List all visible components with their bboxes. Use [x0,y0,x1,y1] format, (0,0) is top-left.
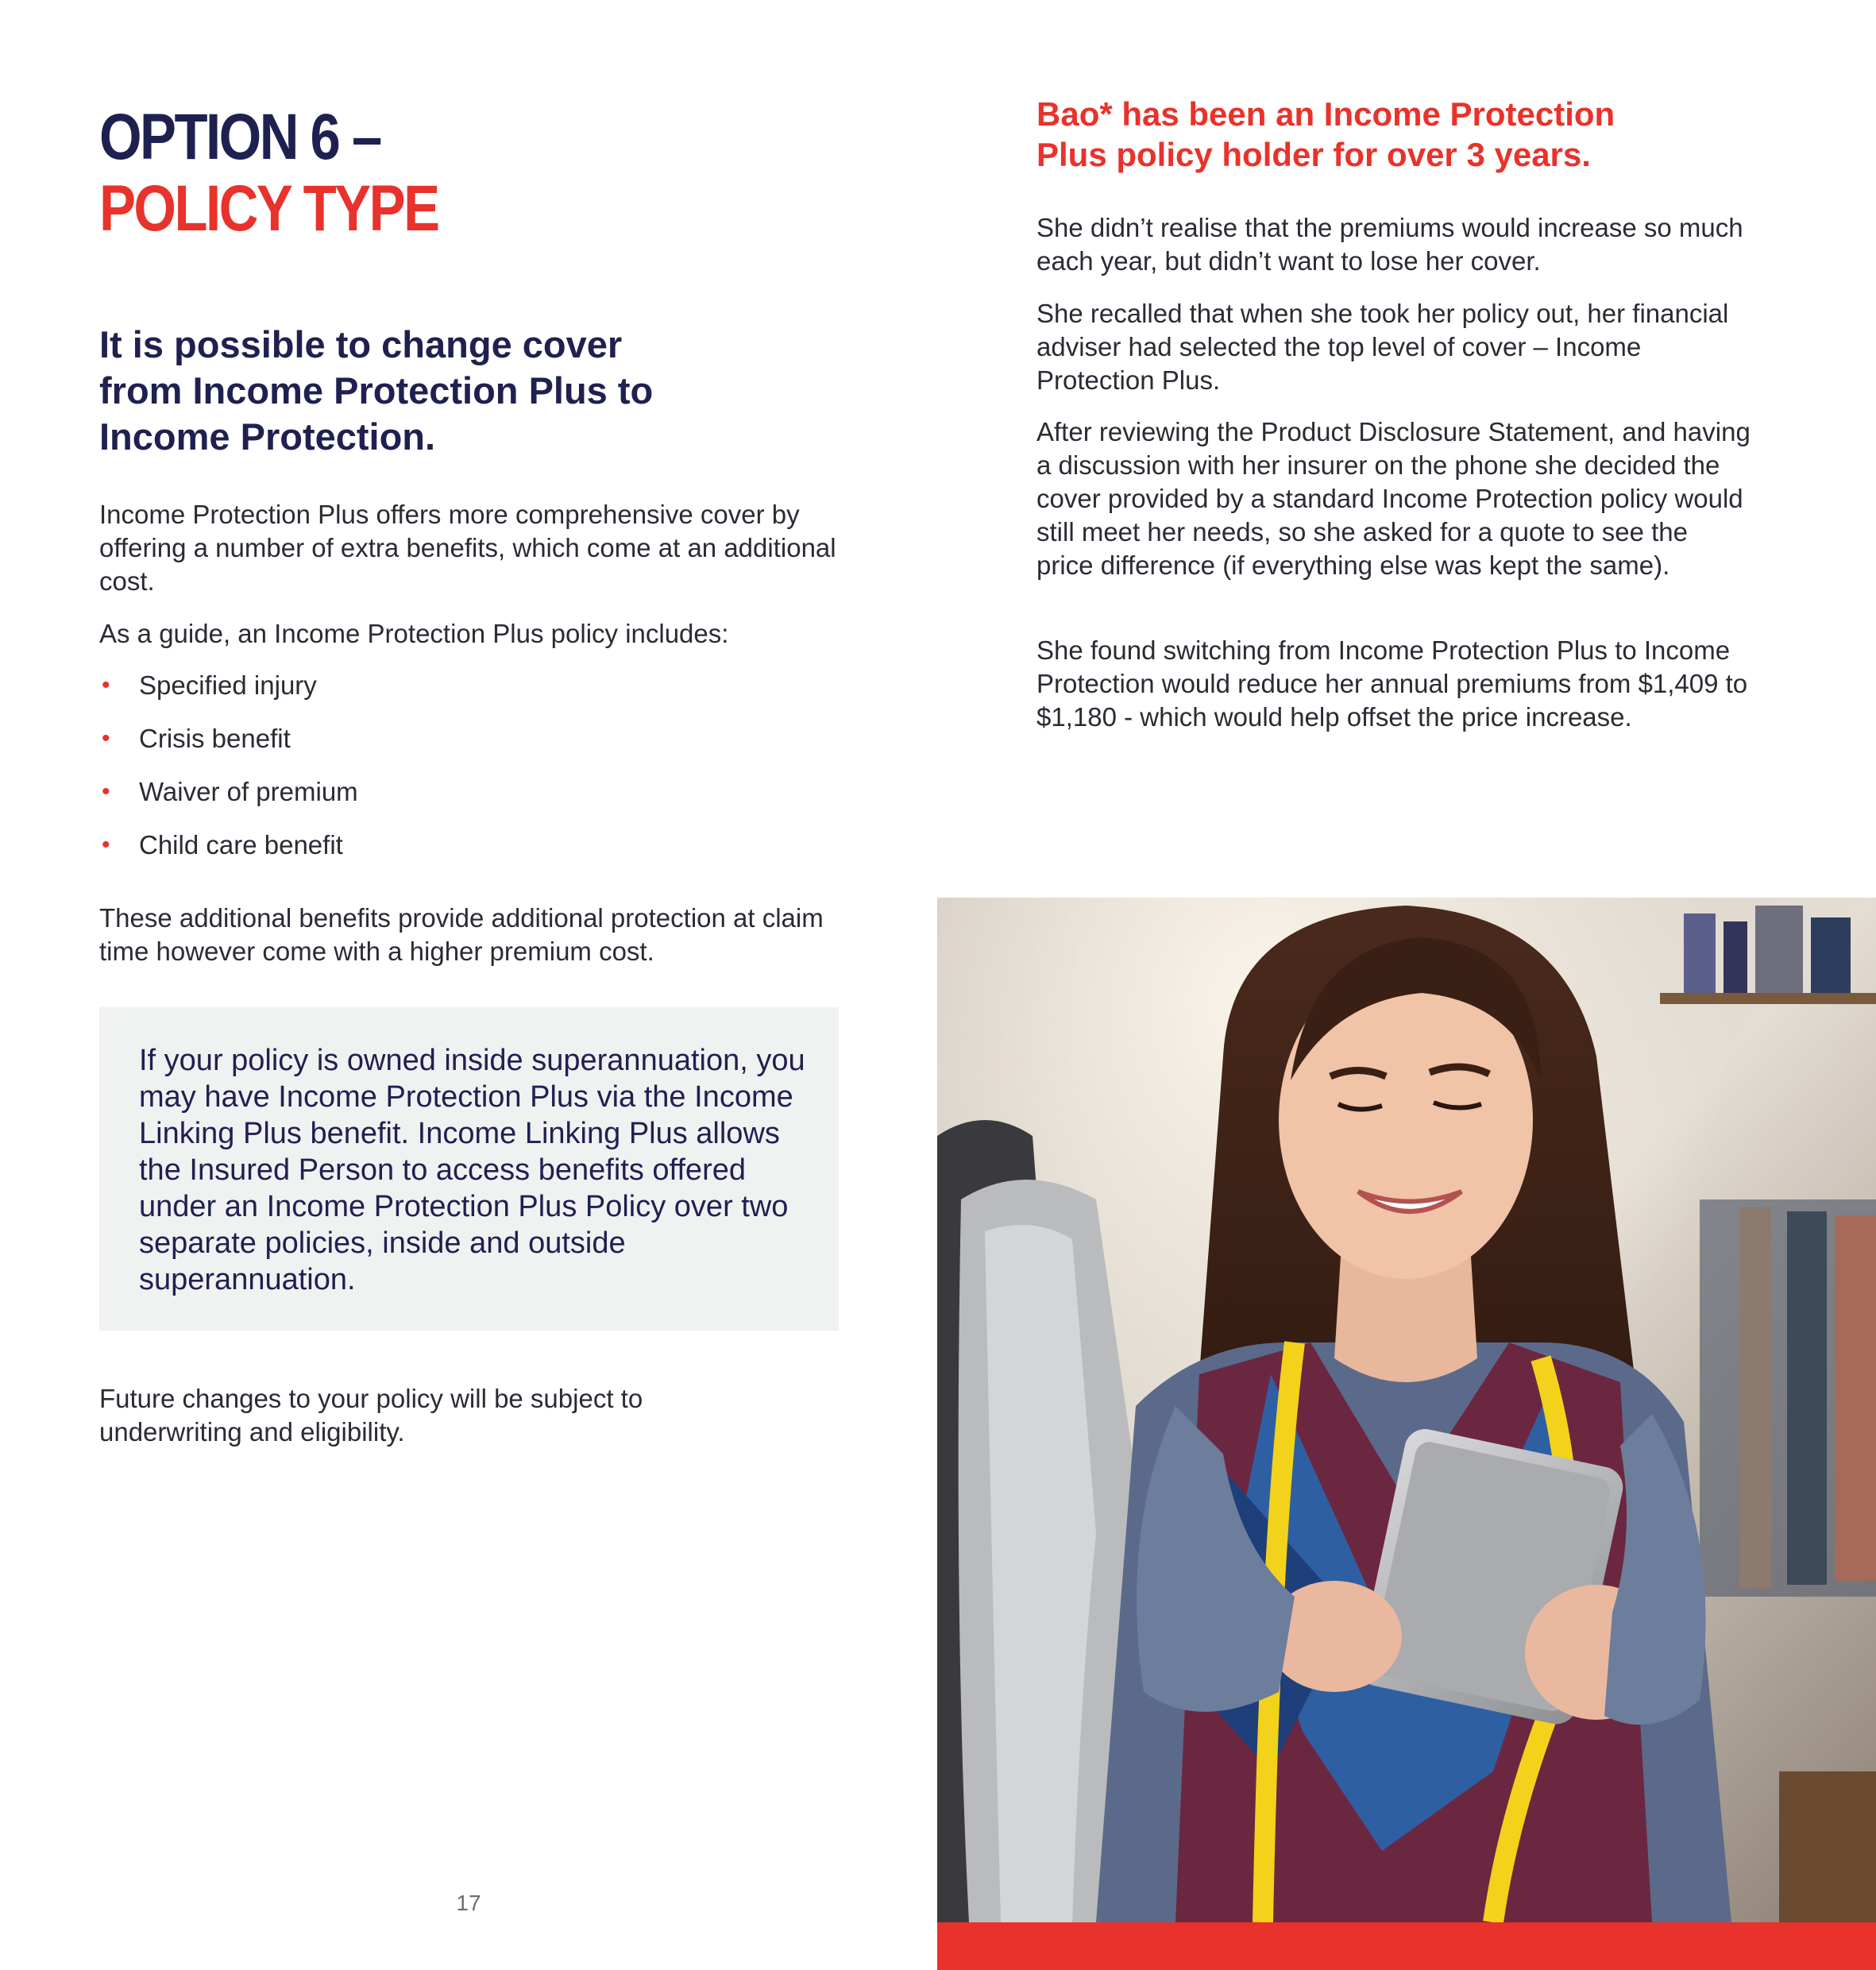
list-item: • Specified injury [99,669,358,722]
list-item: • Waiver of premium [99,775,358,829]
story-paragraph-4: She found switching from Income Protection Plus to Income Protection would reduce her annual premiums from $1,409 to $1,180 - which would help offset the price increase. [1036,635,1748,732]
info-box [99,1007,839,1331]
story-paragraph-1: She didn’t realise that the premiums would increase so much each year, but didn’t want to lose her cover. [1036,213,1743,276]
intro-paragraph: Income Protection Plus offers more comprehensive cover by offering a number of extra benefits, which come at an additional cost. [99,500,836,596]
bullet-icon: • [102,778,110,805]
list-item: • Child care benefit [99,829,358,882]
additional-benefits-paragraph: These additional benefits provide additional protection at claim time however come with a higher premium cost. [99,903,824,966]
guide-paragraph: As a guide, an Income Protection Plus policy includes: [99,619,729,648]
bullet-icon: • [102,832,110,858]
benefits-list [99,669,358,882]
photo-woman-with-tablet [937,898,1876,1922]
bullet-icon: • [102,672,110,698]
section-title [99,102,438,245]
list-item: • Crisis benefit [99,722,358,775]
story-paragraph-2: She recalled that when she took her policy out, her financial adviser had selected the top level of cover – Income Protection Plus. [1036,299,1729,395]
footer-accent-bar [937,1922,1876,1970]
story-paragraph-3: After reviewing the Product Disclosure Statement, and having a discussion with her insurer on the phone she decided the cover provided by a standard Income Protection policy would still meet her needs, so she asked for a quote to see the price difference (if everything else was kept the same). [1036,417,1751,580]
page-number: 17 [456,1891,481,1915]
story-heading: Bao* has been an Income Protection Plus policy holder for over 3 years. [1036,95,1615,173]
info-box-text: If your policy is owned inside superannuation, you may have Income Protection Plus via the Income Linking Plus benefit. Income Linking Plus allows the Insured Person to access benefits offered under an Income Protection Plus Policy over two separate policies, inside and outside superannuation. [139,1044,805,1296]
subheading: It is possible to change cover from Income Protection Plus to Income Protection. [99,323,654,458]
bullet-icon: • [102,725,110,751]
section-title-line2: POLICY TYPE [99,172,438,245]
section-title-line1: OPTION 6 – [99,101,380,173]
future-changes-paragraph: Future changes to your policy will be subject to underwriting and eligibility. [99,1384,643,1447]
